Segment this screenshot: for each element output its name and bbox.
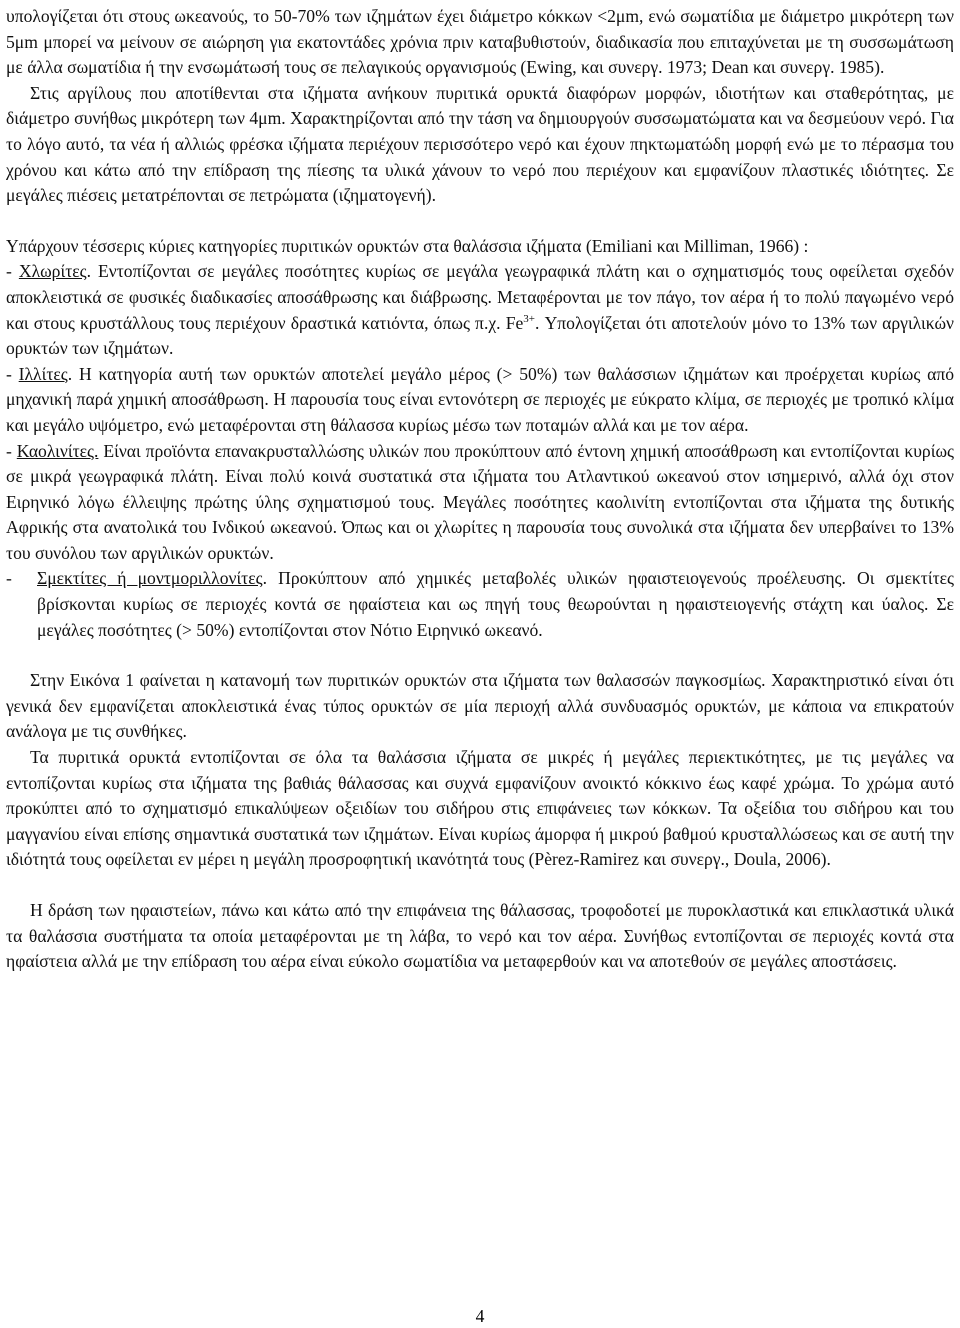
paragraph-particle-size: υπολογίζεται ότι στους ωκεανούς, το 50-70% των ιζημάτων έχει διάμετρο κόκκων <2μm, ενώ σωματίδια με διάμετρο μικρότερη των 5μm μπορεί να μείνουν σε αιώρηση για εκατοντάδες χρόνια πριν καταβυθιστούν, διαδικασία που επιταχύνεται με τη συσσωμάτωση με άλλα σωματίδια ή την ενσωμάτωσή τους σε πελαγικούς οργανισμούς (Ewing, και συνεργ. 1973; Dean και συνεργ. 1985). bbox=[6, 6, 954, 78]
list-item-illites: - Ιλλίτες. Η κατηγορία αυτή των ορυκτών αποτελεί μεγάλο μέρος (> 50%) των θαλάσσιων ιζημάτων και προέρχεται κυρίως από μηχανική παρά χημική αποσάθρωση. Η παρουσία τους είναι εντονότερη σε περιοχές με εύκρατο κλίμα, σε περιοχές με τροπικό κλίμα και μεγάλο υψόμετρο, ενώ μεταφέρονται στη θάλασσα κυρίως μέσω των ποταμών αλλά και με τον αέρα. bbox=[6, 363, 954, 435]
term-chlorites: Χλωρίτες bbox=[18, 261, 87, 282]
term-smectites: Σμεκτίτες ή μοντμοριλλονίτες bbox=[37, 568, 263, 589]
list-item-kaolinites: - Καολινίτες. Είναι προϊόντα επανακρυσταλλώσης υλικών που προκύπτουν από έντονη χημική αποσάθρωση και εντοπίζονται κυρίως σε μικρά γεωγραφικά πλάτη. Είναι πολύ κοινά συστατικά στα ιζήματα του Ατλαντικού ωκεανού στον ισημερινό, αλλά όχι στον Ειρηνικό λόγω έλλειψης πρώτης ύλης σχηματισμού τους. Μεγάλες ποσότητες καολινίτη εντοπίζονται στα ιζήματα της δυτικής Αφρικής στα ανατολικά του Ινδικού ωκεανού. Όπως και οι χλωρίτες η παρουσία τους συνολικά στα ιζήματα δεν υπερβαίνει το 13% του συνόλου των αργιλικών ορυκτών. bbox=[6, 440, 954, 563]
paragraph-clays: Στις αργίλους που αποτίθενται στα ιζήματα ανήκουν πυριτικά ορυκτά διαφόρων μορφών, ιδιοτήτων και σταθερότητας, με διάμετρο συνήθως μικρότερη των 4μm. Χαρακτηρίζονται από την τάση να δημιουργούν συσσωματώματα και να δεσμεύουν νερό. Για το λόγο αυτό, τα νέα ή αλλιώς φρέσκα ιζήματα περιέχουν περισσότερο νερό και έχουν πηκτωματώδη μορφή ενώ με το πέρασμα του χρόνου και κάτω από την επίδραση της πίεσης τα υλικά χάνουν το νερό που περιέχουν και εμφανίζουν πλαστικές ιδιότητες. Σε μεγάλες πιέσεις μετατρέπονται σε πετρώματα (ιζηματογενή). bbox=[6, 82, 954, 206]
list-item-smectites: - Σμεκτίτες ή μοντμοριλλονίτες. Προκύπτουν από χημικές μεταβολές υλικών ηφαιστειογενούς προέλευσης. Οι σμεκτίτες βρίσκονται κυρίως σε περιοχές κοντά σε ηφαίστεια και ως πηγή τους θεωρούνται η ηφαιστειογενής στάχτη και ύαλος. Σε μεγάλες ποσότητες (> 50%) εντοπίζονται στον Νότιο Ειρηνικό ωκεανό. bbox=[6, 568, 954, 640]
superscript-charge: 3+ bbox=[523, 312, 536, 325]
spacer bbox=[6, 643, 954, 668]
paragraph-oxides: Τα πυριτικά ορυκτά εντοπίζονται σε όλα τα θαλάσσια ιζήματα σε μικρές ή μεγάλες περιεκτικότητες, με τις μεγάλες να εντοπίζονται κυρίως στα ιζήματα της βαθιάς θάλασσας και συχνά εμφανίζουν ανοικτό κόκκινο έως καφέ χρώμα. Το χρώμα αυτό προκύπτει από το σχηματισμό επικαλύψεων οξειδίων του σιδήρου στις επιφάνειες των κόκκων. Τα οξείδια του σιδήρου και του μαγγανίου είναι επίσης σημαντικά συστατικά των ιζημάτων. Είναι κυρίως άμορφα ή μικρού βαθμού κρυσταλλώσεως και σε αυτή την ιδιότητά τους οφείλεται εν μέρει η μεγάλη προσροφητική ικανότητά τους (Pèrez-Ramirez και συνεργ., Doula, 2006). bbox=[6, 747, 954, 870]
paragraph-volcanoes: Η δράση των ηφαιστείων, πάνω και κάτω από την επιφάνεια της θάλασσας, τροφοδοτεί με πυροκλαστικά και επικλαστικά υλικά τα θαλάσσια συστήματα τα οποία μεταφέρονται με τη λάβα, το νερό και τον αέρα. Συνήθως εντοπίζονται σε περιοχές κοντά στα ηφαίστεια αλλά με την επίδραση του αέρα είναι εύκολο σωματίδια να μεταφερθούν και να αποτεθούν σε μεγάλες αποστάσεις. bbox=[6, 900, 954, 972]
term-illites: Ιλλίτες bbox=[18, 363, 68, 384]
term-kaolinites: Καολινίτες. bbox=[16, 440, 99, 461]
paragraph-categories-intro: Υπάρχουν τέσσερις κύριες κατηγορίες πυριτικών ορυκτών στα θαλάσσια ιζήματα (Emiliani και Milliman, 1966) : bbox=[6, 235, 809, 256]
paragraph-figure-reference: Στην Εικόνα 1 φαίνεται η κατανομή των πυριτικών ορυκτών στα ιζήματα των θαλασσών παγκοσμίως. Χαρακτηριστικό είναι ότι γενικά δεν εμφανίζεται αποκλειστικά ένας τύπος ορυκτών σε μία περιοχή αλλά συνδυασμός ορυκτών, με κάποια να επικρατούν ανάλογα με τις συνθήκες. bbox=[6, 670, 954, 742]
page-number: 4 bbox=[475, 1306, 485, 1326]
spacer bbox=[6, 873, 954, 898]
list-item-chlorites: - Χλωρίτες. Εντοπίζονται σε μεγάλες ποσότητες κυρίως σε μεγάλα γεωγραφικά πλάτη και ο σχηματισμός τους οφείλεται σχεδόν αποκλειστικά σε φυσικές διαδικασίες αποσάθρωσης και διάβρωσης. Μεταφέρονται με τον πάγο, τον αέρα ή το πολύ παγωμένο νερό και στους κρυστάλλους τους περιέχουν δραστικά κατιόντα, όπως π.χ. $Fe^{3+}$. Υπολογίζεται ότι αποτελούν μόνο το 13% των αργιλικών ορυκτών των ιζημάτων. bbox=[6, 261, 954, 359]
spacer bbox=[6, 209, 954, 234]
